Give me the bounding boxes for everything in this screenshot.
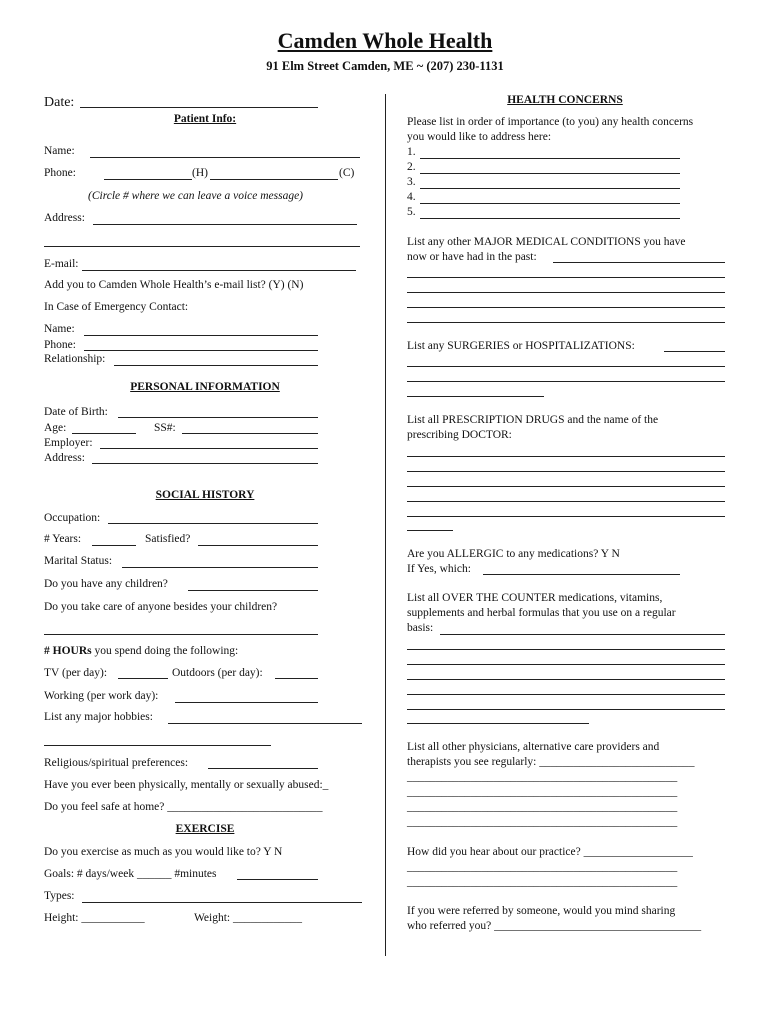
- hobbies-label: List any major hobbies:: [44, 711, 153, 723]
- satisfied-label: Satisfied?: [145, 533, 191, 545]
- physicians-line-6: _______________________________________________: [407, 816, 678, 828]
- major-conditions-2: now or have had in the past:: [407, 251, 537, 263]
- phone-cell-field[interactable]: [210, 179, 338, 180]
- otc-label-1: List all OVER THE COUNTER medications, vitamins,: [407, 592, 663, 604]
- health-concerns-heading: HEALTH CONCERNS: [507, 94, 623, 106]
- occupation-field[interactable]: [108, 523, 318, 524]
- surgeries-field-3[interactable]: [407, 381, 725, 382]
- height-label: Height: ___________: [44, 912, 145, 924]
- tv-label: TV (per day):: [44, 667, 108, 679]
- date-field[interactable]: [80, 107, 318, 108]
- prescriptions-field-1[interactable]: [407, 456, 725, 457]
- weight-label: Weight: ____________: [194, 912, 302, 924]
- allergic-which-field[interactable]: [483, 574, 680, 575]
- religious-label: Religious/spiritual preferences:: [44, 757, 189, 769]
- ss-field[interactable]: [182, 433, 318, 434]
- physicians-label-2: therapists you see regularly: ___________________________: [407, 756, 695, 768]
- phone-label: Phone:: [44, 167, 76, 179]
- ec-phone-label: Phone:: [44, 339, 76, 351]
- dob-field[interactable]: [118, 417, 318, 418]
- hobbies-field-line2[interactable]: [44, 745, 271, 746]
- physicians-line-5: _______________________________________________: [407, 801, 678, 813]
- clinic-address: 91 Elm Street Camden, ME ~ (207) 230-1131: [266, 59, 504, 73]
- concern-field-4[interactable]: [420, 203, 680, 204]
- concerns-instructions-1: Please list in order of importance (to you) any health concerns: [407, 116, 694, 128]
- exercise-question: Do you exercise as much as you would like to? Y N: [44, 846, 283, 858]
- address-label: Address:: [44, 212, 85, 224]
- referred-question-2: who referred you? ____________________________________: [407, 920, 702, 932]
- phone-cell-label: (C): [339, 167, 355, 179]
- email-label: E-mail:: [44, 258, 79, 270]
- major-conditions-field-2[interactable]: [407, 277, 725, 278]
- email-list-question: Add you to Camden Whole Health’s e-mail list? (Y) (N): [44, 279, 304, 291]
- care-field[interactable]: [44, 634, 318, 635]
- concern-field-5[interactable]: [420, 218, 680, 219]
- otc-label-2: supplements and herbal formulas that you use on a regular: [407, 607, 676, 619]
- types-field[interactable]: [82, 902, 362, 903]
- name-label: Name:: [44, 145, 75, 157]
- otc-field-5[interactable]: [407, 694, 725, 695]
- concern-number-3: 3.: [407, 176, 416, 188]
- tv-field[interactable]: [118, 678, 168, 679]
- otc-field-4[interactable]: [407, 679, 725, 680]
- surgeries-label: List any SURGERIES or HOSPITALIZATIONS:: [407, 340, 635, 352]
- otc-field-2[interactable]: [407, 649, 725, 650]
- personal-address-field[interactable]: [92, 463, 318, 464]
- ss-label: SS#:: [154, 422, 176, 434]
- prescriptions-field-3[interactable]: [407, 486, 725, 487]
- surgeries-field-2[interactable]: [407, 366, 725, 367]
- otc-field-7[interactable]: [407, 723, 589, 724]
- hours-bold: # HOURs: [44, 645, 92, 657]
- hear-about-question: How did you hear about our practice? ___________________: [407, 846, 693, 858]
- concern-field-1[interactable]: [420, 158, 680, 159]
- age-label: Age:: [44, 422, 67, 434]
- hear-about-line-2: _______________________________________________: [407, 861, 678, 873]
- allergic-question: Are you ALLERGIC to any medications? Y N: [407, 548, 620, 560]
- children-field[interactable]: [188, 590, 318, 591]
- allergic-which-label: If Yes, which:: [407, 563, 471, 575]
- phone-home-label: (H): [192, 167, 208, 179]
- outdoors-field[interactable]: [275, 678, 318, 679]
- otc-field-1[interactable]: [440, 634, 725, 635]
- prescriptions-field-2[interactable]: [407, 471, 725, 472]
- hear-about-line-3: _______________________________________________: [407, 876, 678, 888]
- employer-label: Employer:: [44, 437, 93, 449]
- marital-status-field[interactable]: [122, 567, 318, 568]
- age-field[interactable]: [72, 433, 136, 434]
- prescriptions-label-1: List all PRESCRIPTION DRUGS and the name of the: [407, 414, 659, 426]
- hobbies-field[interactable]: [168, 723, 362, 724]
- otc-label-3: basis:: [407, 622, 434, 634]
- concern-number-1: 1.: [407, 146, 416, 158]
- ec-relationship-label: Relationship:: [44, 353, 106, 365]
- address-field-line2[interactable]: [44, 246, 360, 247]
- prescriptions-field-5[interactable]: [407, 516, 725, 517]
- referred-question-1: If you were referred by someone, would you mind sharing: [407, 905, 676, 917]
- types-label: Types:: [44, 890, 75, 902]
- occupation-label: Occupation:: [44, 512, 101, 524]
- prescriptions-field-4[interactable]: [407, 501, 725, 502]
- years-field[interactable]: [92, 545, 136, 546]
- date-label: Date:: [44, 95, 75, 110]
- marital-status-label: Marital Status:: [44, 555, 113, 567]
- surgeries-field-1[interactable]: [664, 351, 725, 352]
- ec-phone-field[interactable]: [84, 350, 318, 351]
- safe-at-home-question: Do you feel safe at home? ___________________________: [44, 801, 323, 813]
- concern-field-3[interactable]: [420, 188, 680, 189]
- email-field[interactable]: [82, 270, 356, 271]
- ec-relationship-field[interactable]: [114, 365, 318, 366]
- major-conditions-field-1[interactable]: [553, 262, 725, 263]
- working-label: Working (per work day):: [44, 690, 159, 702]
- concern-number-4: 4.: [407, 191, 416, 203]
- children-question: Do you have any children?: [44, 578, 168, 590]
- concern-number-2: 2.: [407, 161, 416, 173]
- social-history-heading: SOCIAL HISTORY: [155, 489, 255, 501]
- exercise-heading: EXERCISE: [175, 823, 235, 835]
- voice-message-note: (Circle # where we can leave a voice message): [88, 190, 304, 202]
- prescriptions-label-2: prescribing DOCTOR:: [407, 429, 512, 441]
- years-label: # Years:: [44, 533, 82, 545]
- column-divider: [385, 94, 386, 956]
- care-question: Do you take care of anyone besides your children?: [44, 601, 278, 613]
- major-conditions-field-5[interactable]: [407, 322, 725, 323]
- otc-field-3[interactable]: [407, 664, 725, 665]
- ec-name-field[interactable]: [84, 335, 318, 336]
- physicians-line-4: _______________________________________________: [407, 786, 678, 798]
- working-field[interactable]: [175, 702, 318, 703]
- employer-field[interactable]: [100, 448, 318, 449]
- concerns-instructions-2: you would like to address here:: [407, 131, 552, 143]
- goals-label: Goals: # days/week ______ #minutes: [44, 868, 217, 880]
- otc-field-6[interactable]: [407, 709, 725, 710]
- patient-info-heading: Patient Info:: [173, 113, 237, 125]
- personal-address-label: Address:: [44, 452, 85, 464]
- name-field[interactable]: [90, 157, 360, 158]
- physicians-label-1: List all other physicians, alternative care providers and: [407, 741, 660, 753]
- hours-heading: [44, 645, 238, 657]
- surgeries-field-4[interactable]: [407, 396, 544, 397]
- hours-rest: you spend doing the following:: [91, 645, 239, 657]
- physicians-line-3: _______________________________________________: [407, 771, 678, 783]
- personal-info-heading: PERSONAL INFORMATION: [130, 381, 280, 393]
- ec-name-label: Name:: [44, 323, 75, 335]
- page-title: Camden Whole Health: [277, 28, 493, 53]
- major-conditions-field-4[interactable]: [407, 307, 725, 308]
- abused-question: Have you ever been physically, mentally or sexually abused:_: [44, 779, 329, 791]
- religious-field[interactable]: [208, 768, 318, 769]
- major-conditions-1: List any other MAJOR MEDICAL CONDITIONS you have: [407, 236, 686, 248]
- outdoors-label: Outdoors (per day):: [172, 667, 263, 679]
- concern-number-5: 5.: [407, 206, 416, 218]
- prescriptions-field-6[interactable]: [407, 530, 453, 531]
- concern-field-2[interactable]: [420, 173, 680, 174]
- major-conditions-field-3[interactable]: [407, 292, 725, 293]
- satisfied-field[interactable]: [198, 545, 318, 546]
- phone-home-field[interactable]: [104, 179, 192, 180]
- address-field[interactable]: [93, 224, 357, 225]
- dob-label: Date of Birth:: [44, 406, 108, 418]
- goals-minutes-field[interactable]: [237, 879, 318, 880]
- emergency-contact-label: In Case of Emergency Contact:: [44, 301, 189, 313]
